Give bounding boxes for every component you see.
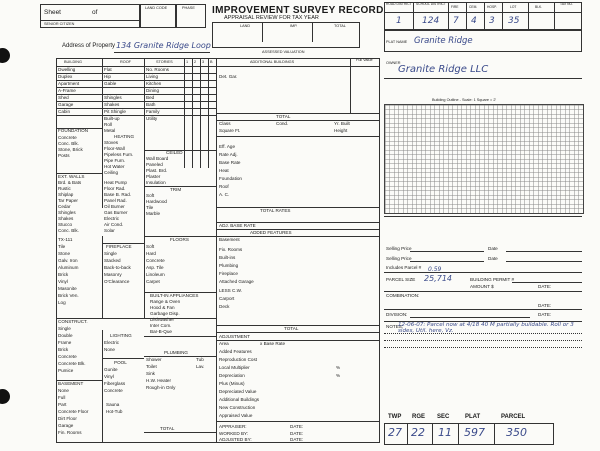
val-school-district: 124 bbox=[422, 16, 440, 26]
construct-5: Concrete Blk. bbox=[58, 361, 86, 366]
feature-3: Plumbing bbox=[219, 263, 239, 268]
plat-header: PLAT bbox=[465, 414, 481, 420]
plat-name-label: PLAT NAME bbox=[386, 40, 408, 44]
includes-parcels-label: Includes Parcel # bbox=[386, 265, 422, 270]
parcel-value: 350 bbox=[506, 426, 527, 439]
basement-concrete-floor: Concrete Floor bbox=[58, 409, 89, 414]
fireplace-oclearance: O'Clearance bbox=[104, 279, 130, 284]
plumbing-lav: Lav. bbox=[196, 364, 205, 369]
pool-gunite: Gunite bbox=[104, 367, 118, 372]
ceiled-header: CEILED bbox=[166, 150, 183, 155]
ceiled-insulation: Insulation bbox=[146, 180, 166, 185]
heat-6: Electric bbox=[104, 216, 120, 221]
feature-0: Basement bbox=[219, 237, 240, 242]
appliance-0: Range & Oven bbox=[150, 299, 181, 304]
floors-carpet: Carpet bbox=[146, 279, 160, 284]
adjusted-by-date: DATE: bbox=[290, 437, 304, 442]
parcel-size-top-value: 0.59 bbox=[428, 266, 442, 273]
eff-age-label: Eff. Age bbox=[219, 144, 236, 149]
assessed-valuation-label: ASSESSED VALUATION bbox=[262, 50, 305, 54]
sheet-label: Sheet bbox=[44, 9, 61, 16]
lighting-header: LIGHTING bbox=[110, 333, 132, 338]
feature-7: Carport bbox=[219, 296, 235, 301]
col-stories: STORIES bbox=[156, 60, 173, 64]
combination-label: COMBINATION: bbox=[386, 293, 420, 298]
col-land: LAND bbox=[240, 24, 251, 28]
adj-added-features: Added Features bbox=[219, 349, 252, 354]
ext-wall-15: Vinyl bbox=[58, 279, 68, 284]
heat-4: Oil Burner bbox=[104, 204, 125, 209]
pool-header: POOL bbox=[114, 360, 127, 365]
heat-7: Air Cond. bbox=[104, 222, 124, 227]
basement-garage: Garage bbox=[58, 423, 74, 428]
senior-citizen-label: SENIOR CITIZEN bbox=[44, 22, 75, 26]
roof-flat: Flat bbox=[104, 67, 112, 72]
hdr-hosp: HOSP. bbox=[487, 5, 497, 9]
division-label: DIVISION: bbox=[386, 312, 408, 317]
trim-hardwood: Hardwood bbox=[146, 199, 167, 204]
hdr-cem: CEM. bbox=[469, 5, 478, 9]
address-label: Address of Property bbox=[62, 43, 116, 49]
adj-depreciation: Depreciation bbox=[219, 373, 245, 378]
notes-label: NOTES: bbox=[386, 324, 404, 329]
roof-label: Roof bbox=[219, 184, 229, 189]
plat-value: 597 bbox=[464, 426, 485, 439]
parcel-size-label: PARCEL SIZE bbox=[386, 277, 416, 282]
hdr-lot: LOT bbox=[510, 5, 517, 9]
appliance-5: Bar-B-Que bbox=[150, 329, 172, 334]
floors-asp-tile: Asp. Tile bbox=[146, 265, 164, 270]
heating-pipeless-furn: Pipeless Furn. bbox=[104, 152, 134, 157]
heat-2: Base B. Rad. bbox=[104, 192, 132, 197]
fireplace-masonry: Masonry bbox=[104, 272, 122, 277]
foundation-posts: Posts bbox=[58, 153, 70, 158]
val-fire: 7 bbox=[453, 16, 459, 26]
appliance-4: Inter Com. bbox=[150, 323, 172, 328]
rate-adj-label: Rate Adj. bbox=[219, 152, 238, 157]
appliance-3: Dishwasher bbox=[150, 317, 174, 322]
col-roof: ROOF bbox=[120, 60, 131, 64]
pool-vinyl: Vinyl bbox=[104, 374, 114, 379]
roof-gable: Gable bbox=[104, 81, 117, 86]
binder-hole-bottom bbox=[0, 389, 10, 404]
ext-wall-13: Aluminum bbox=[58, 265, 79, 270]
parcel-size-value: 25,714 bbox=[424, 274, 452, 283]
val-cem: 4 bbox=[471, 16, 477, 26]
ext-walls-header: EXT. WALLS bbox=[58, 174, 85, 179]
building-type-duplex: Duplex bbox=[58, 74, 73, 79]
adj-new-construction: New Construction bbox=[219, 405, 256, 410]
ext-wall-14: Brick bbox=[58, 272, 69, 277]
selling-price-2-label: Selling Price bbox=[386, 256, 412, 261]
base-rate-label: Base Rate bbox=[219, 160, 241, 165]
heating-floor-wall: Floor-Wall bbox=[104, 146, 125, 151]
amount-label: AMOUNT $ bbox=[470, 284, 494, 289]
parcel-header: PARCEL bbox=[501, 414, 526, 420]
floors-header: FLOORS bbox=[170, 237, 189, 242]
plumbing-tub: Tub bbox=[196, 357, 204, 362]
heating-pipe-furn: Pipe Furn. bbox=[104, 158, 126, 163]
rooms-kitchen: Kitchen bbox=[146, 81, 162, 86]
lighting-none: None bbox=[104, 347, 115, 352]
adj-depreciation-pct: % bbox=[336, 373, 341, 378]
appraiser-date: DATE: bbox=[290, 424, 304, 429]
hdr-road-district: ROAD DISTRICT bbox=[386, 2, 412, 6]
plumbing-toilet: Toilet bbox=[146, 364, 157, 369]
val-road-district: 1 bbox=[396, 16, 402, 26]
fireplace-stacked: Stacked bbox=[104, 258, 121, 263]
foundation-conc-blk: Conc. Blk. bbox=[58, 141, 79, 146]
land-code-label: LAND CODE bbox=[145, 6, 168, 10]
selling-date-1-label: Date bbox=[488, 246, 498, 251]
feature-6: LESS C.W. bbox=[219, 288, 242, 293]
ext-wall-9: TX-111 bbox=[58, 237, 73, 242]
division-date-label: DATE: bbox=[538, 312, 552, 317]
foundation-concrete: Concrete bbox=[58, 135, 77, 140]
adjustment-header: ADJUSTMENT bbox=[219, 334, 250, 339]
trim-header: TRIM bbox=[170, 187, 182, 192]
ext-wall-12: Galv. Iron bbox=[58, 258, 78, 263]
lighting-electric: Electric bbox=[104, 340, 120, 345]
plumbing-header: PLUMBING bbox=[164, 350, 188, 355]
appliance-1: Hood & Fan bbox=[150, 305, 175, 310]
hdr-tax-no: TAX NO. bbox=[560, 2, 573, 6]
building-type-garage: Garage bbox=[58, 102, 74, 107]
fireplace-single: Single bbox=[104, 251, 117, 256]
ext-wall-1: Rustic bbox=[58, 186, 71, 191]
trim-tile: Tile bbox=[146, 205, 154, 210]
sauna-label: Sauna bbox=[106, 402, 120, 407]
rge-header: RGE bbox=[412, 414, 426, 420]
col-building: BUILDING bbox=[64, 60, 82, 64]
col-story-1: 1 bbox=[186, 60, 189, 64]
ceiled-wall-board: Wall Board bbox=[146, 156, 169, 161]
pool-fiberglass: Fiberglass bbox=[104, 381, 126, 386]
rooms-bath: Bath bbox=[146, 102, 156, 107]
plumbing-shower: Shower bbox=[146, 357, 162, 362]
rooms-living: Living bbox=[146, 74, 159, 79]
val-hosp: 3 bbox=[489, 16, 495, 26]
plumbing-rough-in: Rough-in Only bbox=[146, 385, 176, 390]
roof-roll: Roll bbox=[104, 122, 112, 127]
roof-hip: Hip bbox=[104, 74, 111, 79]
adj-base-rate-label: ADJ. BASE RATE bbox=[219, 223, 256, 228]
trim-marble: Marble bbox=[146, 211, 161, 216]
yr-built-label: Yr. Built bbox=[334, 121, 350, 126]
page-title: IMPROVEMENT SURVEY RECORD bbox=[212, 5, 384, 16]
col-total: TOTAL bbox=[334, 24, 346, 28]
foundation-label: Foundation bbox=[219, 176, 242, 181]
heat-8: Solar bbox=[104, 228, 115, 233]
binder-hole-top bbox=[0, 48, 10, 63]
basement-header: BASEMENT bbox=[58, 381, 84, 386]
feature-1: Fix. Rooms bbox=[219, 247, 243, 252]
appliances-header: BUILT-IN APPLIANCES bbox=[150, 293, 199, 298]
roof-metal: Metal bbox=[104, 128, 116, 133]
owner-value: Granite Ridge LLC bbox=[398, 64, 489, 75]
construct-1: Double bbox=[58, 333, 73, 338]
plumbing-sink: Sink bbox=[146, 371, 155, 376]
basement-full: Full bbox=[58, 395, 66, 400]
building-type-apartment: Apartment bbox=[58, 81, 80, 86]
adj-appraised-value: Appraised Value bbox=[219, 413, 253, 418]
plat-name-value: Granite Ridge bbox=[414, 36, 473, 46]
building-type-aframe: A-Frame bbox=[58, 88, 76, 93]
adjusted-by-label: ADJUSTED BY: bbox=[219, 437, 252, 442]
basement-none: None bbox=[58, 388, 69, 393]
trim-soft: Soft bbox=[146, 193, 155, 198]
ceiled-paneled: Paneled bbox=[146, 162, 163, 167]
worked-by-label: WORKED BY: bbox=[219, 431, 249, 436]
rooms-bed: Bed bbox=[146, 95, 155, 100]
adj-local-pct: % bbox=[336, 365, 341, 370]
roof-shingles: Shingles bbox=[104, 95, 122, 100]
building-type-shed: Shed bbox=[58, 95, 69, 100]
col-story-3: 3 bbox=[202, 60, 205, 64]
adj-depreciated-value: Depreciated Value bbox=[219, 389, 257, 394]
ceiled-plaster: Plaster bbox=[146, 174, 161, 179]
ext-wall-17: Brick Ven. bbox=[58, 293, 79, 298]
twp-value: 27 bbox=[388, 426, 402, 439]
adj-local-multiplier: Local Multiplier bbox=[219, 365, 250, 370]
floors-hard: Hard bbox=[146, 251, 156, 256]
rge-value: 22 bbox=[411, 426, 425, 439]
ext-wall-18: Log bbox=[58, 300, 66, 305]
basement-fin-rooms: Fin. Rooms bbox=[58, 430, 82, 435]
col-story-2: 2 bbox=[194, 60, 197, 64]
hdr-school-district: SCHOOL DISTRICT bbox=[416, 2, 446, 6]
heating-hot-water: Hot Water bbox=[104, 164, 125, 169]
ceiled-plast-brd: Plast. Brd. bbox=[146, 168, 168, 173]
plumbing-hw-heater: H.W. Heater bbox=[146, 378, 172, 383]
construct-4: Concrete bbox=[58, 354, 77, 359]
construct-2: Frame bbox=[58, 340, 72, 345]
det-gar-label: Det. Gar. bbox=[219, 74, 238, 79]
ext-wall-2: Shiplap bbox=[58, 192, 74, 197]
appraiser-label: APPRAISER: bbox=[219, 424, 247, 429]
address-value: 134 Granite Ridge Loop bbox=[116, 41, 211, 50]
heat-label: Heat bbox=[219, 168, 229, 173]
heating-ceiling: Ceiling bbox=[104, 170, 119, 175]
ext-wall-16: Masonite bbox=[58, 286, 77, 291]
col-story-b: B bbox=[210, 60, 213, 64]
twp-header: TWP bbox=[388, 414, 402, 420]
adj-plus-minus: Plus (Minus) bbox=[219, 381, 245, 386]
ext-wall-3: Tar Paper bbox=[58, 198, 78, 203]
sec-value: 11 bbox=[438, 426, 452, 439]
floors-concrete: Concrete bbox=[146, 258, 165, 263]
hdr-blk: BLK. bbox=[535, 5, 543, 9]
rooms-utility: Utility bbox=[146, 116, 158, 121]
fireplace-header: FIREPLACE bbox=[106, 244, 132, 249]
ext-wall-6: Shakes bbox=[58, 216, 74, 221]
class-label: Class bbox=[219, 121, 231, 126]
appliance-2: Garbage Disp. bbox=[150, 311, 180, 316]
heat-5: Gas Burner bbox=[104, 210, 128, 215]
foundation-stone-brick: Stone, Brick bbox=[58, 147, 83, 152]
heating-stoves: Stoves bbox=[104, 140, 119, 145]
ext-wall-5: Shingles bbox=[58, 210, 76, 215]
rooms-no: No. Rooms bbox=[146, 67, 169, 72]
rooms-dining: Dining bbox=[146, 88, 160, 93]
worked-by-date: DATE: bbox=[290, 431, 304, 436]
floors-linoleum: Linoleum bbox=[146, 272, 165, 277]
ext-wall-8: Conc. Blk. bbox=[58, 228, 79, 233]
feature-2: Built-ins bbox=[219, 255, 236, 260]
roof-built-up: Built-up bbox=[104, 116, 120, 121]
roof-shakes: Shakes bbox=[104, 102, 120, 107]
building-outline-label: Building Outline - Scale: 1 Square = 2' bbox=[432, 98, 497, 102]
heat-3: Panel Rad. bbox=[104, 198, 127, 203]
pool-concrete: Concrete bbox=[104, 388, 123, 393]
sec-header: SEC bbox=[437, 414, 450, 420]
basement-part: Part bbox=[58, 402, 67, 407]
page-subtitle: APPRAISAL REVIEW FOR TAX YEAR bbox=[224, 15, 319, 21]
ext-wall-11: Stone bbox=[58, 251, 71, 256]
adj-base-rate: x Base Rate bbox=[260, 341, 286, 346]
rooms-family: Family bbox=[146, 109, 160, 114]
feature-5: Attached Garage bbox=[219, 279, 254, 284]
combination-date-label: DATE: bbox=[538, 303, 552, 308]
owner-label: OWNER bbox=[386, 61, 401, 65]
cond-label: Cond. bbox=[276, 121, 289, 126]
construct-3: Brick bbox=[58, 347, 69, 352]
adj-reproduction-cost: Reproduction Cost bbox=[219, 357, 258, 362]
col-additional-buildings: ADDITIONAL BUILDINGS bbox=[250, 60, 295, 64]
selling-date-2-label: Date bbox=[488, 256, 498, 261]
added-features-label: ADDED FEATURES bbox=[250, 230, 292, 235]
fireplace-back-to-back: Back-to-back bbox=[104, 265, 131, 270]
heating-header: HEATING bbox=[114, 134, 135, 139]
selling-price-1-label: Selling Price bbox=[386, 246, 412, 251]
col-full-value: Full Value bbox=[356, 58, 373, 62]
total-rates-label: TOTAL RATES bbox=[260, 208, 291, 213]
feature-8: Deck bbox=[219, 304, 230, 309]
square-ft-label: Square Ft. bbox=[219, 128, 241, 133]
col-imp: IMP. bbox=[290, 24, 298, 28]
construct-0: Single bbox=[58, 326, 71, 331]
plumbing-total-label: TOTAL bbox=[160, 426, 175, 431]
ext-wall-0: Brd. & Bats bbox=[58, 180, 82, 185]
construct-header: CONSTRUCT. bbox=[58, 319, 88, 324]
heat-1: Floor Rad. bbox=[104, 186, 126, 191]
features-total-label: TOTAL bbox=[284, 326, 299, 331]
adj-area: Area bbox=[219, 341, 229, 346]
adj-additional-buildings: Additional Buildings bbox=[219, 397, 260, 402]
height-label: Height bbox=[334, 128, 348, 133]
val-lot: 35 bbox=[508, 16, 520, 26]
foundation-header: FOUNDATION bbox=[58, 128, 89, 133]
heat-0: Heat Pump bbox=[104, 180, 127, 185]
ext-wall-7: Stucco bbox=[58, 222, 73, 227]
building-permit-label: BUILDING PERMIT # bbox=[470, 277, 515, 282]
additional-total-label: TOTAL bbox=[276, 114, 291, 119]
ext-wall-10: Tile bbox=[58, 244, 66, 249]
notes-value: 12-06-07: Parcel now at 4/18 40 M partially buildable. Roll or 3 sides, Util. here, Vz. bbox=[398, 322, 574, 335]
building-type-cabin: Cabin bbox=[58, 109, 71, 114]
amount-date-label: DATE: bbox=[538, 284, 552, 289]
hdr-fire: FIRE bbox=[451, 5, 459, 9]
hottub-label: Hot-Tub bbox=[106, 409, 123, 414]
roof-pit-shingle: Pit Shingle bbox=[104, 109, 126, 114]
basement-dirt-floor: Dirt Floor bbox=[58, 416, 77, 421]
feature-4: Fireplace bbox=[219, 271, 238, 276]
ac-label: A. C. bbox=[219, 192, 230, 197]
ext-wall-4: Cedar bbox=[58, 204, 71, 209]
building-type-dwelling: Dwelling bbox=[58, 67, 76, 72]
floors-soft: Soft bbox=[146, 244, 155, 249]
of-label: of bbox=[92, 9, 98, 16]
building-outline-grid bbox=[384, 104, 584, 214]
phase-label: PHASE bbox=[182, 6, 195, 10]
construct-6: Pumice bbox=[58, 368, 74, 373]
